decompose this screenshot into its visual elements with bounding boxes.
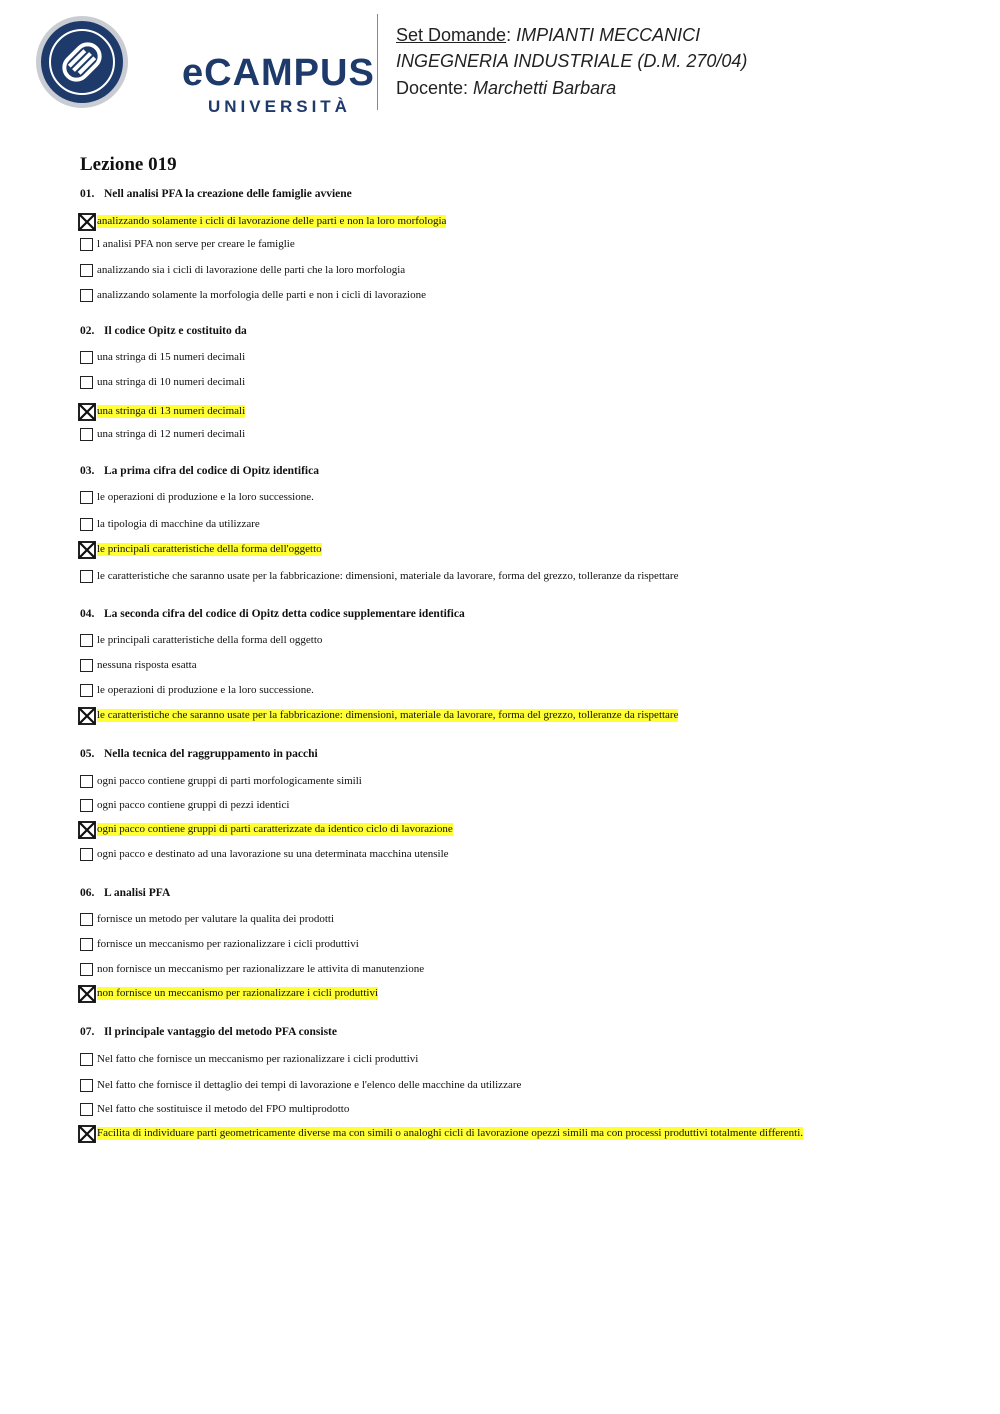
question-title <box>80 466 319 478</box>
question-title <box>80 749 318 761</box>
teacher-label: Docente: <box>396 78 474 98</box>
option-text: Nel fatto che fornisce un meccanismo per razionalizzare i cicli produttivi <box>97 1053 419 1065</box>
question-text: Il principale vantaggio del metodo PFA consiste <box>104 1026 337 1038</box>
set-separator: : <box>506 25 517 45</box>
option-text: ogni pacco contiene gruppi di parti caratterizzate da identico ciclo di lavorazione <box>97 823 453 835</box>
option-text: fornisce un metodo per valutare la qualita dei prodotti <box>97 913 335 925</box>
option-text: le caratteristiche che saranno usate per la fabbricazione: dimensioni, materiale da lavorare, forma del grezzo, tolleranze da rispettare <box>97 570 679 582</box>
question-title <box>80 1027 337 1039</box>
question-text: Nell analisi PFA la creazione delle famiglie avviene <box>104 188 352 200</box>
header-set-line <box>396 26 700 44</box>
option-text: ogni pacco contiene gruppi di parti morfologicamente simili <box>97 775 362 787</box>
checkbox-icon <box>80 351 93 364</box>
checkbox-icon <box>80 264 93 277</box>
question-number: 05. <box>80 748 95 760</box>
question-text: L analisi PFA <box>104 887 171 899</box>
option-text: Nel fatto che fornisce il dettaglio dei tempi di lavorazione e l'elenco delle macchine da utilizzare <box>97 1079 522 1091</box>
cross-mark-icon <box>78 213 96 231</box>
set-label: Set Domande <box>396 25 507 45</box>
option-text: non fornisce un meccanismo per razionalizzare i cicli produttivi <box>97 987 378 999</box>
option-text: ogni pacco e destinato ad una lavorazione su una determinata macchina utensile <box>97 848 449 860</box>
question-title <box>80 609 465 621</box>
question-text: Il codice Opitz e costituito da <box>104 325 247 337</box>
checkbox-icon <box>80 799 93 812</box>
option-text: Facilita di individuare parti geometricamente diverse ma con simili o analoghi cicli di lavorazione opezzi simili ma con processi produttivi totalmente differenti. <box>97 1127 804 1139</box>
option-text: analizzando sia i cicli di lavorazione delle parti che la loro morfologia <box>97 264 406 276</box>
option-text: una stringa di 12 numeri decimali <box>97 428 246 440</box>
checkbox-icon <box>80 913 93 926</box>
checkbox-icon <box>80 775 93 788</box>
option-text: analizzando solamente la morfologia delle parti e non i cicli di lavorazione <box>97 289 426 301</box>
course-name: IMPIANTI MECCANICI <box>516 25 701 45</box>
checkbox-icon <box>80 1053 93 1066</box>
option-text: analizzando solamente i cicli di lavorazione delle parti e non la loro morfologia <box>97 215 447 227</box>
header-divider <box>377 14 378 110</box>
university-seal-icon <box>34 14 134 114</box>
header-teacher-line <box>396 79 616 97</box>
checkbox-icon <box>80 684 93 697</box>
logo-subtitle: UNIVERSITÀ <box>208 97 351 116</box>
checkbox-icon <box>80 938 93 951</box>
question-number: 02. <box>80 325 95 337</box>
checkbox-icon <box>80 238 93 251</box>
option-text: le principali caratteristiche della forma dell'oggetto <box>97 543 322 555</box>
checkbox-icon <box>80 428 93 441</box>
cross-mark-icon <box>78 985 96 1003</box>
degree-name: INGEGNERIA INDUSTRIALE (D.M. 270/04) <box>396 51 748 71</box>
option-text: le caratteristiche che saranno usate per la fabbricazione: dimensioni, materiale da lavorare, forma del grezzo, tolleranze da rispettare <box>97 709 679 721</box>
cross-mark-icon <box>78 707 96 725</box>
cross-mark-icon <box>78 821 96 839</box>
question-text: La seconda cifra del codice di Opitz detta codice supplementare identifica <box>104 608 465 620</box>
checkbox-icon <box>80 1079 93 1092</box>
checkbox-icon <box>80 570 93 583</box>
option-text: fornisce un meccanismo per razionalizzare i cicli produttivi <box>97 938 359 950</box>
question-number: 01. <box>80 188 95 200</box>
ecampus-logo <box>34 14 374 114</box>
question-title <box>80 326 247 338</box>
checkbox-icon <box>80 289 93 302</box>
option-text: le principali caratteristiche della forma dell oggetto <box>97 634 323 646</box>
option-text: una stringa di 13 numeri decimali <box>97 405 246 417</box>
checkbox-icon <box>80 491 93 504</box>
lesson-title: Lezione 019 <box>80 154 177 175</box>
cross-mark-icon <box>78 403 96 421</box>
cross-mark-icon <box>78 541 96 559</box>
checkbox-icon <box>80 659 93 672</box>
logo-brand: eCAMPUS <box>182 52 375 94</box>
option-text: le operazioni di produzione e la loro successione. <box>97 491 314 503</box>
question-text: La prima cifra del codice di Opitz identifica <box>104 465 319 477</box>
option-text: nessuna risposta esatta <box>97 659 197 671</box>
question-title <box>80 888 170 900</box>
option-text: non fornisce un meccanismo per razionalizzare le attivita di manutenzione <box>97 963 425 975</box>
checkbox-icon <box>80 376 93 389</box>
question-number: 06. <box>80 887 95 899</box>
question-title <box>80 189 352 201</box>
cross-mark-icon <box>78 1125 96 1143</box>
checkbox-icon <box>80 848 93 861</box>
checkbox-icon <box>80 1103 93 1116</box>
option-text: l analisi PFA non serve per creare le famiglie <box>97 238 295 250</box>
option-text: la tipologia di macchine da utilizzare <box>97 518 260 530</box>
question-number: 03. <box>80 465 95 477</box>
option-text: le operazioni di produzione e la loro successione. <box>97 684 314 696</box>
question-number: 04. <box>80 608 95 620</box>
checkbox-icon <box>80 634 93 647</box>
option-text: ogni pacco contiene gruppi di pezzi identici <box>97 799 290 811</box>
question-text: Nella tecnica del raggruppamento in pacchi <box>104 748 318 760</box>
teacher-name: Marchetti Barbara <box>473 78 617 98</box>
option-text: una stringa di 15 numeri decimali <box>97 351 246 363</box>
option-text: una stringa di 10 numeri decimali <box>97 376 246 388</box>
option-text: Nel fatto che sostituisce il metodo del FPO multiprodotto <box>97 1103 350 1115</box>
question-number: 07. <box>80 1026 95 1038</box>
checkbox-icon <box>80 518 93 531</box>
checkbox-icon <box>80 963 93 976</box>
